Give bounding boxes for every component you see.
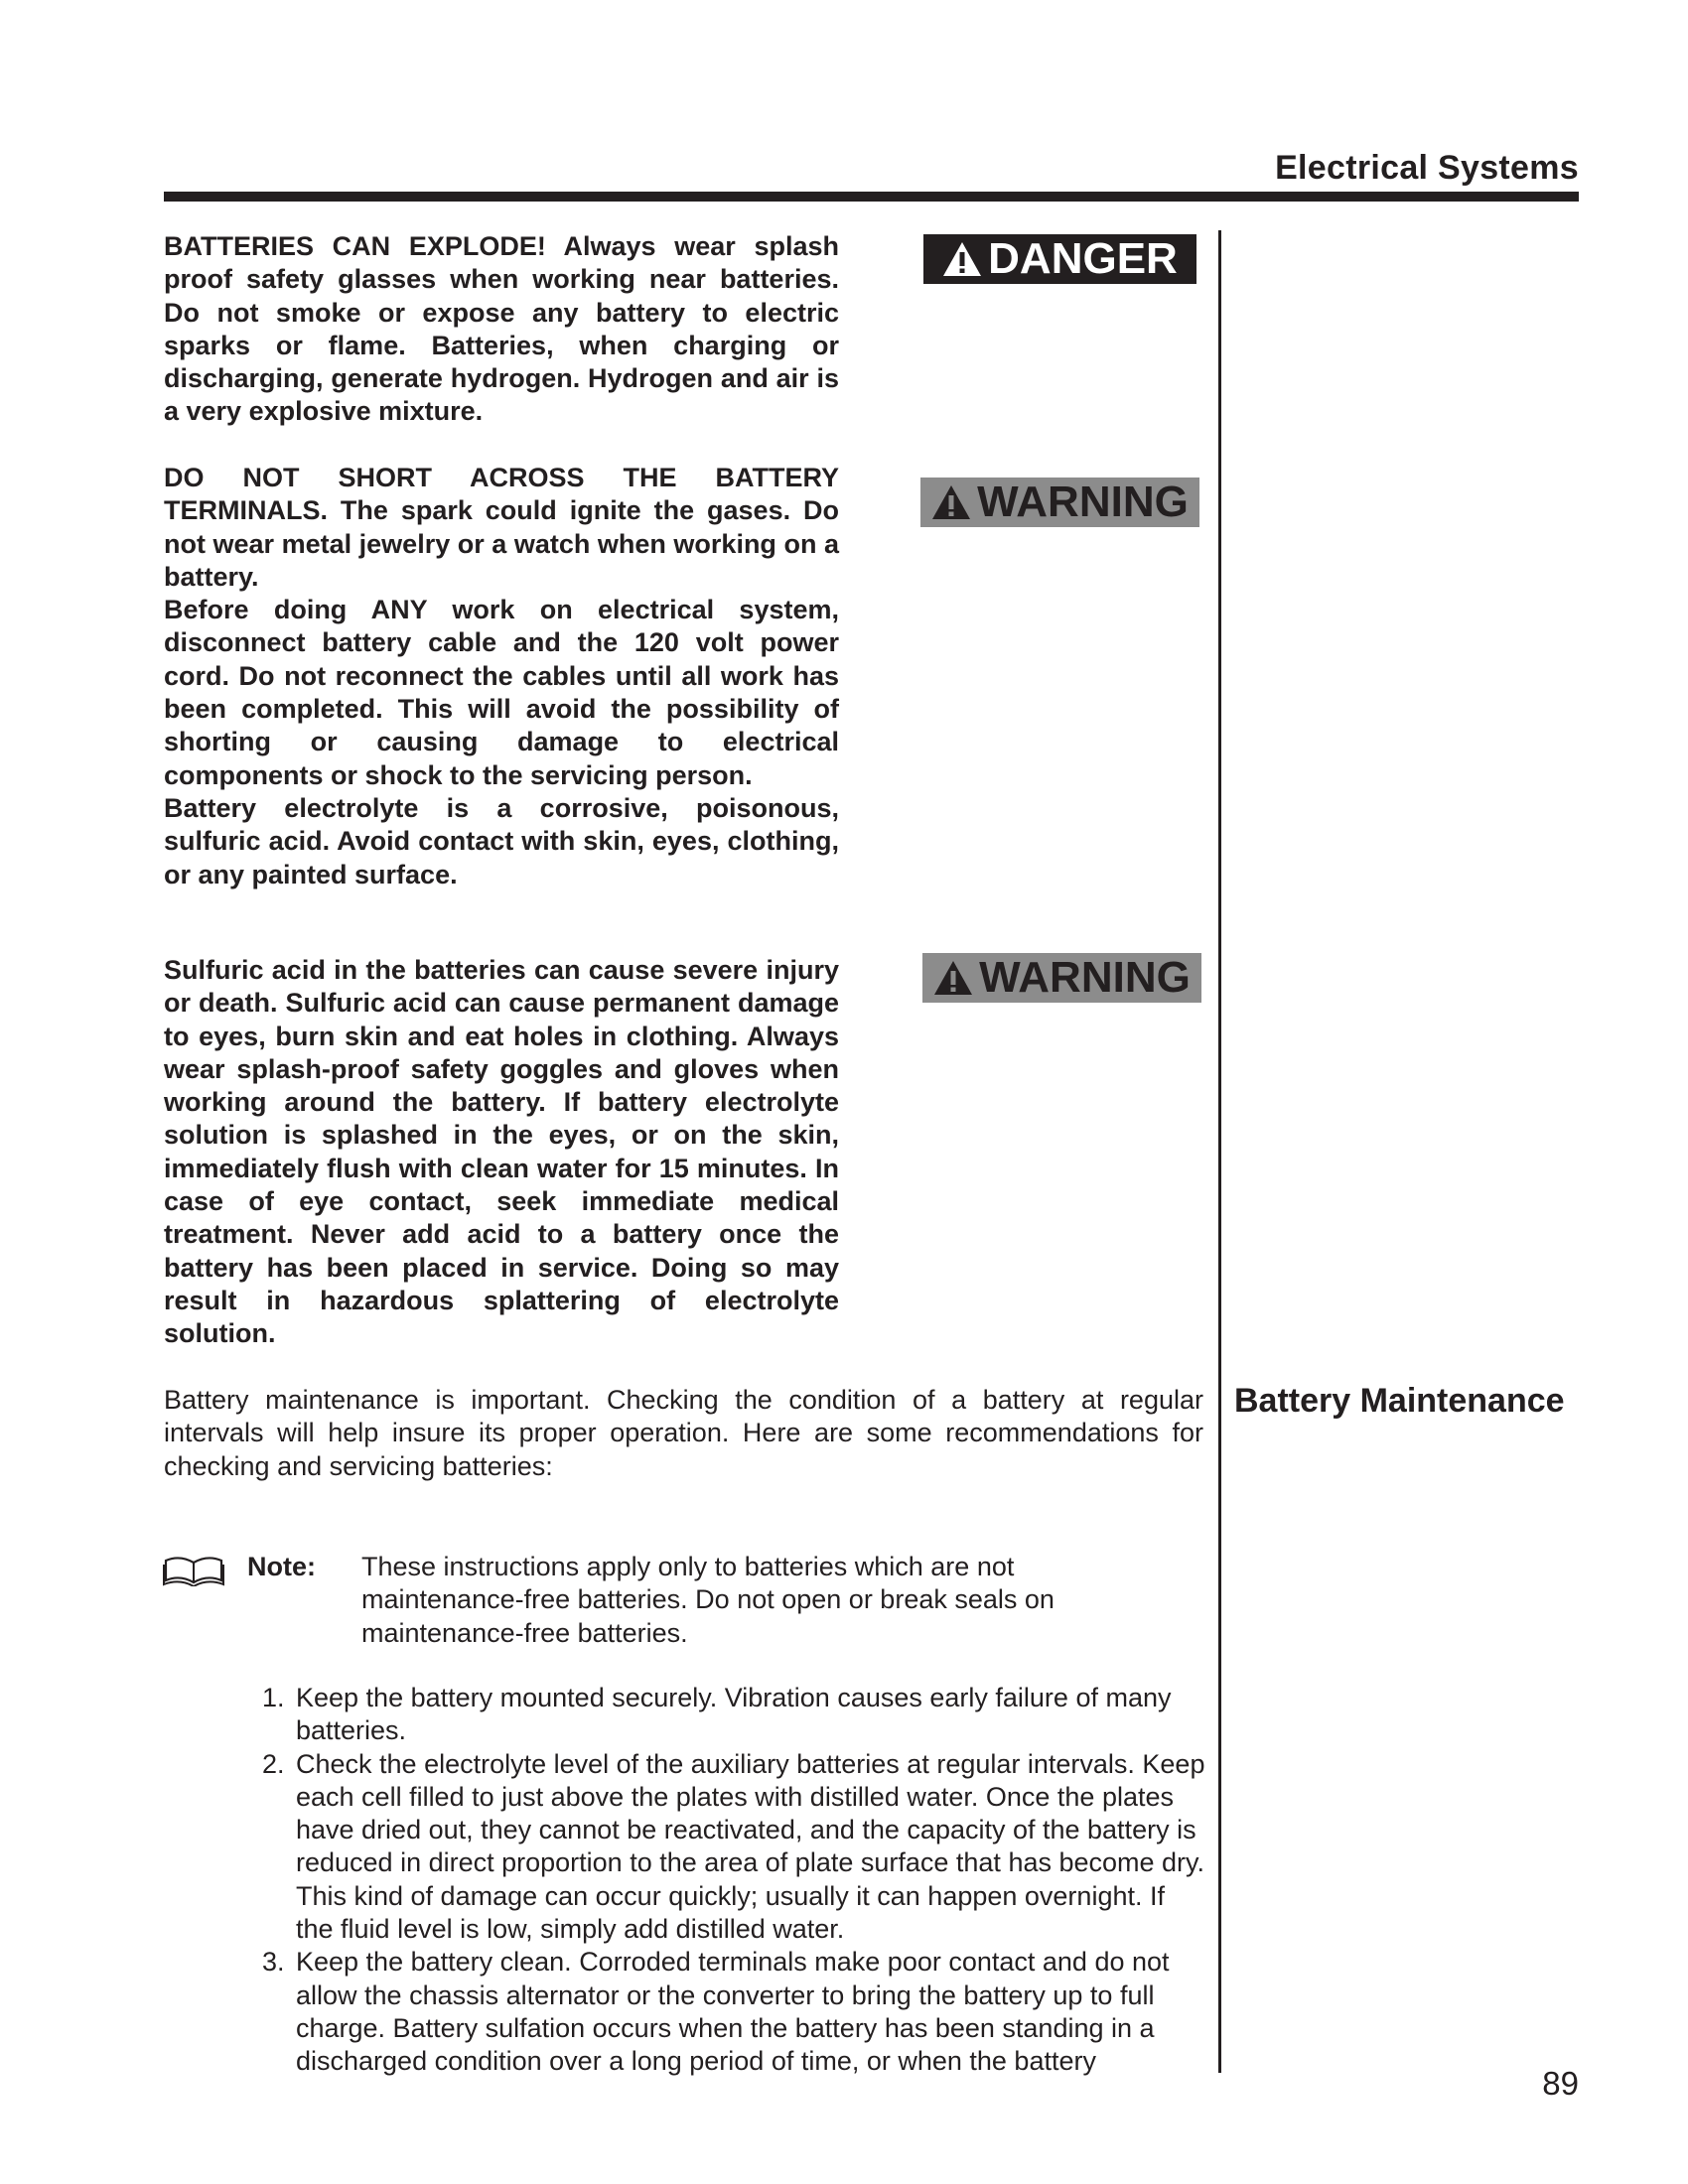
- note-label: Note:: [247, 1552, 316, 1581]
- warning-badge: [922, 953, 1201, 1003]
- list-number: 2.: [262, 1748, 285, 1779]
- warning-1-paragraph: Battery electrolyte is a corrosive, poisonous, sulfuric acid. Avoid contact with skin, eyes, clothing, or any painted surface.: [164, 792, 839, 889]
- hazard-triangle-icon: [933, 960, 973, 996]
- list-item: [262, 1748, 1205, 1947]
- warning-badge-label: WARNING: [977, 478, 1189, 526]
- page-number: 89: [1542, 2065, 1579, 2102]
- hazard-triangle-icon: [942, 241, 982, 277]
- list-number: 3.: [262, 1947, 285, 1978]
- open-book-icon: [162, 1551, 225, 1586]
- list-item: [262, 1682, 1205, 1748]
- warning-1-paragraph: Before doing ANY work on electrical system, disconnect battery cable and the 120 volt power cord. Do not reconnect the cables until all work has been completed. This will avoid the possibility of shorting or causing damage to electrical components or shock to the servicing person.: [164, 595, 839, 790]
- list-text: Check the electrolyte level of the auxiliary batteries at regular intervals. Keep each cell filled to just above the plates with distilled water. Once the plates have dried out, they cannot be reactivated, and the capacity of the battery is reduced in direct proportion to the area of plate surface that has become dry. This kind of damage can occur quickly; usually it can happen overnight. If the fluid level is low, simply add distilled water.: [296, 1748, 1205, 1945]
- hazard-triangle-icon: [931, 484, 971, 520]
- maintenance-list: [262, 1682, 1205, 2079]
- warning-1-paragraph: DO NOT SHORT ACROSS THE BATTERY TERMINALS. The spark could ignite the gases. Do not wear metal jewelry or a watch when working on a battery.: [164, 463, 839, 592]
- warning-badge: [920, 478, 1199, 527]
- list-text: Keep the battery mounted securely. Vibration causes early failure of many batteries.: [296, 1683, 1172, 1746]
- danger-badge-label: DANGER: [988, 234, 1178, 283]
- list-item: [262, 1946, 1205, 2078]
- section-title: Electrical Systems: [1275, 149, 1579, 187]
- maintenance-intro: Battery maintenance is important. Checking the condition of a battery at regular intervals will help insure its proper operation. Here are some recommendations for checking and servicing batteries:: [164, 1385, 1203, 1481]
- column-divider: [1218, 230, 1221, 2073]
- header-rule: [164, 192, 1579, 202]
- note-text: These instructions apply only to batteries which are not maintenance-free batteries. Do not open or break seals on maintenance-free batteries.: [361, 1552, 1055, 1648]
- warning-badge-label: WARNING: [979, 953, 1191, 1002]
- side-heading-battery-maintenance: Battery Maintenance: [1234, 1382, 1565, 1420]
- danger-text: BATTERIES CAN EXPLODE! Always wear splash proof safety glasses when working near batteries. Do not smoke or expose any battery to electric sparks or flame. Batteries, when charging or discharging, generate hydrogen. Hydrogen and air is a very explosive mixture.: [164, 231, 839, 427]
- danger-badge: [923, 234, 1196, 284]
- warning-1-text: [164, 462, 839, 891]
- list-number: 1.: [262, 1683, 285, 1712]
- list-text: Keep the battery clean. Corroded terminals make poor contact and do not allow the chassis alternator or the converter to bring the battery up to full charge. Battery sulfation occurs when the battery has been standing in a discharged condition over a long period of time, or when the battery: [296, 1947, 1170, 2077]
- warning-2-text: Sulfuric acid in the batteries can cause severe injury or death. Sulfuric acid can cause permanent damage to eyes, burn skin and eat holes in clothing. Always wear splash-proof safety goggles and gloves when working around the battery. If battery electrolyte solution is splashed in the eyes, or on the skin, immediately flush with clean water for 15 minutes. In case of eye contact, seek immediate medical treatment. Never add acid to a battery once the battery has been placed in service. Doing so may result in hazardous splattering of electrolyte solution.: [164, 955, 839, 1349]
